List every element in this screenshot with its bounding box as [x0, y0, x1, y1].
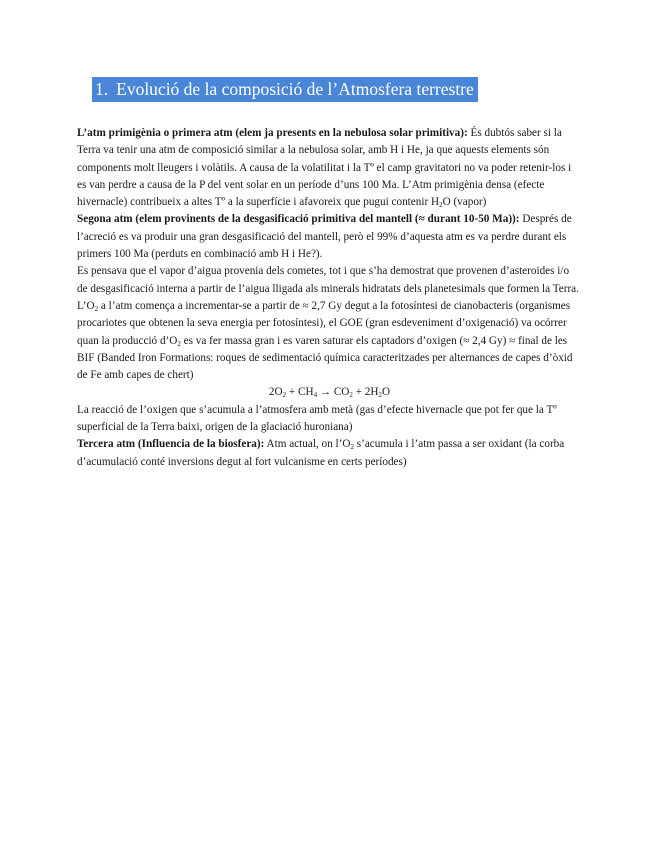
document-body: [77, 125, 582, 471]
paragraph-text: Després de l’acreció es va produir una gran desgasificació del mantell, però el 99% d’aquesta atm es va perdre durant els primers 100 Ma (perduts en combinació amb H i He?).: [77, 213, 572, 261]
eq-term: → CO: [317, 386, 350, 399]
heading-title: Evolució de la composició de l’Atmosfera terrestre: [116, 79, 474, 99]
heading-number: 1.: [95, 79, 109, 99]
paragraph-lead: Tercera atm (Influencia de la biosfera):: [77, 438, 265, 451]
paragraph-lead: L’atm primigènia o primera atm (elem ja presents en la nebulosa solar primitiva):: [77, 127, 468, 139]
paragraph-second-atmosphere: [77, 211, 582, 263]
paragraph-text: La reacció de l’oxigen que s’acumula a l’atmosfera amb metà (gas d’efecte hivernacle que pot fer que la Tº superficial de la Terra baixi, origen de la glaciació huroniana): [77, 403, 557, 434]
paragraph-first-atmosphere: [77, 125, 582, 211]
paragraph-third-atmosphere: [77, 436, 582, 471]
paragraph-lead: Segona atm (elem provinents de la desgasificació primitiva del mantell (≈ durant 10-50 Ma)):: [77, 213, 520, 226]
subscript: 2: [350, 443, 354, 452]
section-heading: [92, 77, 478, 102]
eq-term: + CH: [286, 386, 314, 399]
subscript: 4: [313, 391, 318, 400]
paragraph-text: Es pensava que el vapor d’aigua provenia dels cometes, tot i que s’ha demostrat que provenen d’asteroides i/o de desgasificació interna a partir de l’aigua lligada als minerals hidratats dels planetesimals que formen la Terra. L’O: [77, 265, 579, 312]
paragraph-methane-reaction: [77, 402, 582, 437]
paragraph-text: es va fer massa gran i es varen saturar els captadors d’oxigen (≈ 2,4 Gy) ≈ final de les BIF (Banded Iron Formations: roques de sedimentació química caracteritzades per alternances de capes d’òxid de Fe amb capes de chert): [77, 334, 573, 382]
eq-term: + 2H: [352, 386, 379, 399]
paragraph-text: a l’atm comença a incrementar-se a partir de ≈ 2,7 Gy degut a la fotosíntesi de cianobacteris (organismes procariotes que obtenen la seva energia per fotosíntesi), el GOE (gran esdeveniment d’oxigenació) va ocórrer quan la producció d’O: [77, 299, 571, 347]
chemical-equation: [77, 384, 582, 401]
paragraph-text: És dubtós saber si la Terra va tenir una atm de composició similar a la nebulosa solar, amb H i He, ja que aquests elements són components molt lleugers i volàtils. A causa de la volatilitat i la Tº el camp gravitatori no va poder retenir-los i es van perdre a causa de la P del vent solar en un període d’uns 100 Ma. L’Atm primigènia densa (efecte hivernacle) contribueix a altes Tº a la superfície i afavoreix que pugui contenir H: [77, 127, 572, 209]
paragraph-text: Atm actual, on l’O: [264, 438, 351, 451]
subscript: 2: [177, 339, 181, 348]
subscript: 2: [282, 391, 287, 400]
paragraph-text: s’acumula i l’atm passa a ser oxidant (la corba d’acumulació conté inversions degut al fort vulcanisme en certs períodes): [77, 438, 565, 468]
subscript: 2: [439, 201, 443, 210]
eq-term: O: [381, 386, 391, 399]
subscript: 2: [349, 391, 353, 400]
paragraph-text-end: O (vapor): [442, 196, 487, 209]
subscript: 2: [94, 304, 99, 313]
paragraph-water-origin: [77, 263, 582, 384]
subscript: 2: [378, 391, 382, 400]
eq-term: 2O: [268, 386, 283, 399]
